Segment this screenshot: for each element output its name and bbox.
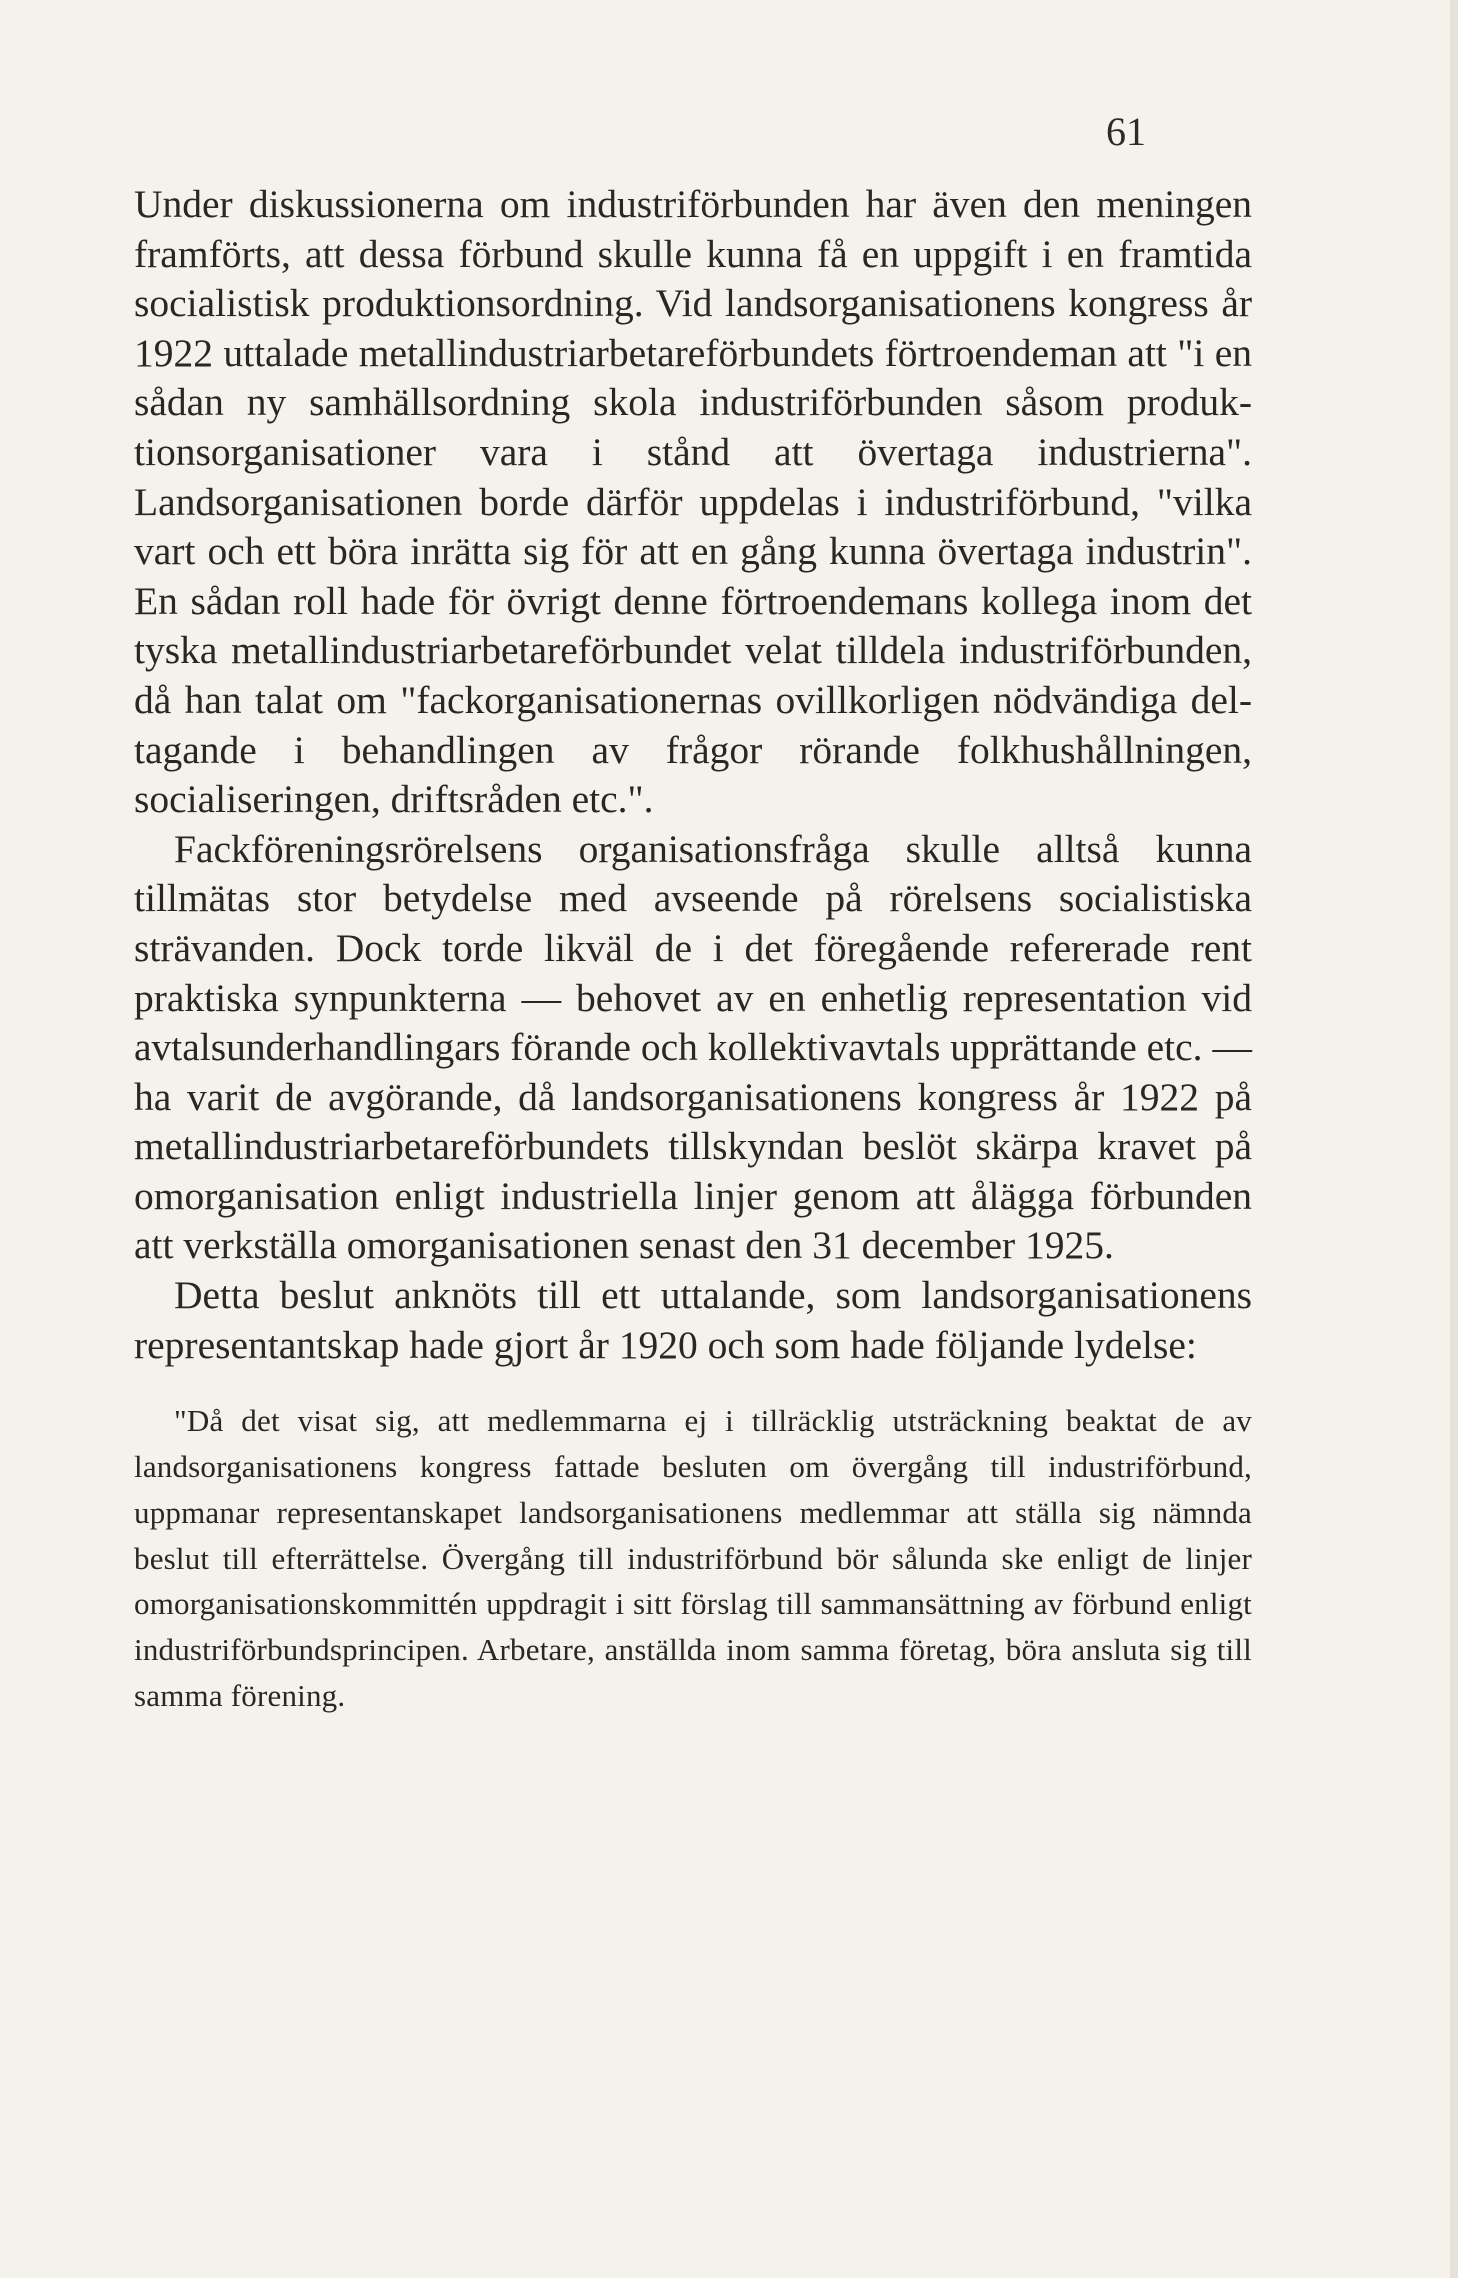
paragraph-1: Under diskussionerna om industriförbunden har även den meningen framförts, att dessa förbund skulle kunna få en uppgift i en framtida socialistisk produktionsordning. Vid landsorganisationens kongress år 1922 uttalade metallindustriarbetareförbundets förtroendeman att "i en sådan ny samhällsordning skola industriförbunden såsom produktionsorganisationer vara i stånd att övertaga industrierna". Landsorganisationen borde därför uppdelas i industriförbund, "vilka vart och ett böra inrätta sig för att en gång kunna övertaga industrin". En sådan roll hade för övrigt denne förtroendemans kollega inom det tyska metallindustriarbetareförbundet velat tilldela industriförbunden, då han talat om "fackorganisationernas ovillkorligen nödvändiga deltagande i behandlingen av frågor rörande folkhushållningen, socialiseringen, driftsråden etc.". — [134, 182, 1252, 822]
page-number: 61 — [1106, 109, 1146, 154]
main-text — [134, 180, 1252, 1719]
paragraph-3: Detta beslut anknöts till ett uttalande, som landsorganisationens representantskap hade gjort år 1920 och som hade följande lydelse: — [134, 1273, 1252, 1367]
quoted-statement: "Då det visat sig, att medlemmarna ej i tillräcklig utsträckning beaktat de av landsorganisationens kongress fattade besluten om övergång till industriförbund, uppmanar representanskapet landsorganisationens medlemmar att ställa sig nämnda beslut till efterrättelse. Övergång till industriförbund bör sålunda ske enligt de linjer omorganisationskommittén uppdragit i sitt förslag till sammansättning av förbund enligt industriförbundsprincipen. Arbetare, anställda inom samma företag, böra ansluta sig till samma förening. — [134, 1403, 1252, 1714]
paragraph-2: Fackföreningsrörelsens organisationsfråga skulle alltså kunna tillmätas stor betydelse med avseende på rörelsens socialistiska strävanden. Dock torde likväl de i det föregående refererade rent praktiska synpunkterna — behovet av en enhetlig representation vid avtalsunderhandlingars förande och kollektivavtals upprättande etc. — ha varit de avgörande, då landsorganisationens kongress år 1922 på metallindustriarbetareförbundets tillskyndan beslöt skärpa kravet på omorganisation enligt industriella linjer genom att ålägga förbunden att verkställa omorganisationen senast den 31 december 1925. — [134, 826, 1252, 1268]
